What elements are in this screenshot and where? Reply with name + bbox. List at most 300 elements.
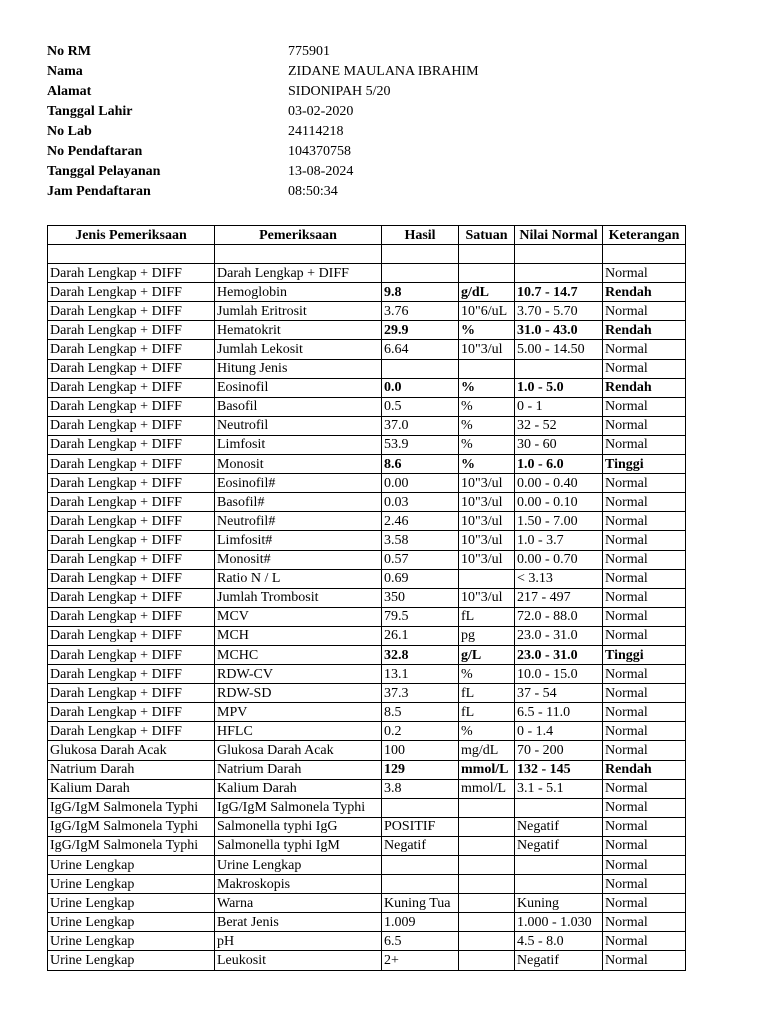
cell-hasil: 0.0 <box>382 378 459 397</box>
cell-hasil: 0.57 <box>382 550 459 569</box>
cell-hasil: 0.2 <box>382 722 459 741</box>
cell-jenis-pemeriksaan: Darah Lengkap + DIFF <box>48 626 215 645</box>
table-row <box>48 302 686 321</box>
cell-jenis-pemeriksaan: Darah Lengkap + DIFF <box>48 645 215 664</box>
cell-satuan: 10"3/ul <box>459 588 515 607</box>
cell-satuan: % <box>459 435 515 454</box>
table-row <box>48 760 686 779</box>
cell-nilai-normal: Kuning <box>515 894 603 913</box>
cell-satuan <box>459 913 515 932</box>
cell-nilai-normal: 31.0 - 43.0 <box>515 321 603 340</box>
cell-hasil: 3.8 <box>382 779 459 798</box>
cell-satuan: % <box>459 397 515 416</box>
cell-jenis-pemeriksaan: Urine Lengkap <box>48 913 215 932</box>
cell-jenis-pemeriksaan: Glukosa Darah Acak <box>48 741 215 760</box>
cell-keterangan: Normal <box>603 913 686 932</box>
cell-keterangan: Normal <box>603 512 686 531</box>
cell-keterangan: Rendah <box>603 321 686 340</box>
cell-pemeriksaan: Neutrofil# <box>215 512 382 531</box>
cell-jenis-pemeriksaan: Darah Lengkap + DIFF <box>48 684 215 703</box>
cell-pemeriksaan: Monosit <box>215 455 382 474</box>
patient-info-label: Jam Pendaftaran <box>47 184 151 199</box>
cell-pemeriksaan: Jumlah Eritrosit <box>215 302 382 321</box>
cell-keterangan: Normal <box>603 588 686 607</box>
cell-pemeriksaan: Neutrofil <box>215 416 382 435</box>
patient-info-value: 08:50:34 <box>288 184 338 199</box>
cell-jenis-pemeriksaan: Darah Lengkap + DIFF <box>48 455 215 474</box>
table-row <box>48 817 686 836</box>
cell-nilai-normal: 10.7 - 14.7 <box>515 283 603 302</box>
cell-nilai-normal <box>515 798 603 817</box>
cell-jenis-pemeriksaan: Darah Lengkap + DIFF <box>48 264 215 283</box>
cell-jenis-pemeriksaan: Darah Lengkap + DIFF <box>48 321 215 340</box>
cell-nilai-normal: 0 - 1 <box>515 397 603 416</box>
cell-pemeriksaan: Berat Jenis <box>215 913 382 932</box>
cell-satuan: 10"3/ul <box>459 493 515 512</box>
cell-jenis-pemeriksaan: Darah Lengkap + DIFF <box>48 474 215 493</box>
cell-satuan: g/L <box>459 645 515 664</box>
cell-keterangan: Normal <box>603 741 686 760</box>
cell-pemeriksaan: Glukosa Darah Acak <box>215 741 382 760</box>
cell-satuan: fL <box>459 684 515 703</box>
cell-hasil: 9.8 <box>382 283 459 302</box>
cell-jenis-pemeriksaan: Urine Lengkap <box>48 856 215 875</box>
cell-nilai-normal: 1.0 - 6.0 <box>515 455 603 474</box>
cell-satuan: mmol/L <box>459 779 515 798</box>
cell-keterangan: Normal <box>603 684 686 703</box>
patient-info-row <box>47 102 547 122</box>
cell-jenis-pemeriksaan: Kalium Darah <box>48 779 215 798</box>
cell-pemeriksaan: MCHC <box>215 645 382 664</box>
header-satuan: Satuan <box>459 226 515 245</box>
header-pemeriksaan: Pemeriksaan <box>215 226 382 245</box>
cell-nilai-normal: 3.1 - 5.1 <box>515 779 603 798</box>
cell-satuan <box>459 569 515 588</box>
table-row <box>48 951 686 970</box>
cell-keterangan: Normal <box>603 531 686 550</box>
cell-nilai-normal: 0 - 1.4 <box>515 722 603 741</box>
cell-hasil: 3.58 <box>382 531 459 550</box>
cell-nilai-normal: 0.00 - 0.40 <box>515 474 603 493</box>
cell-keterangan: Normal <box>603 817 686 836</box>
cell-satuan <box>459 894 515 913</box>
cell-nilai-normal: 70 - 200 <box>515 741 603 760</box>
cell-hasil: 37.3 <box>382 684 459 703</box>
cell-keterangan: Normal <box>603 798 686 817</box>
cell-jenis-pemeriksaan: Darah Lengkap + DIFF <box>48 550 215 569</box>
table-row <box>48 321 686 340</box>
cell-satuan <box>459 836 515 855</box>
cell-keterangan: Normal <box>603 932 686 951</box>
patient-info-row <box>47 182 547 202</box>
cell-satuan: 10"6/uL <box>459 302 515 321</box>
table-row <box>48 340 686 359</box>
cell-hasil: 29.9 <box>382 321 459 340</box>
patient-info-label: Nama <box>47 64 83 79</box>
header-hasil: Hasil <box>382 226 459 245</box>
table-row <box>48 932 686 951</box>
cell-keterangan: Normal <box>603 474 686 493</box>
cell-pemeriksaan: RDW-SD <box>215 684 382 703</box>
patient-info-label: Alamat <box>47 84 92 99</box>
cell-hasil: 13.1 <box>382 665 459 684</box>
cell-nilai-normal: 10.0 - 15.0 <box>515 665 603 684</box>
cell-keterangan: Normal <box>603 264 686 283</box>
cell-nilai-normal: 32 - 52 <box>515 416 603 435</box>
cell-nilai-normal: 23.0 - 31.0 <box>515 626 603 645</box>
cell-keterangan: Normal <box>603 607 686 626</box>
cell-jenis-pemeriksaan: Darah Lengkap + DIFF <box>48 397 215 416</box>
table-row <box>48 779 686 798</box>
cell-satuan: pg <box>459 626 515 645</box>
cell-jenis-pemeriksaan: Darah Lengkap + DIFF <box>48 359 215 378</box>
cell-nilai-normal: 5.00 - 14.50 <box>515 340 603 359</box>
cell-pemeriksaan: Hitung Jenis <box>215 359 382 378</box>
cell-hasil: 1.009 <box>382 913 459 932</box>
cell-satuan: % <box>459 455 515 474</box>
cell-pemeriksaan: Limfosit <box>215 435 382 454</box>
cell-jenis-pemeriksaan: Darah Lengkap + DIFF <box>48 378 215 397</box>
header-keterangan: Keterangan <box>603 226 686 245</box>
cell-nilai-normal: 1.50 - 7.00 <box>515 512 603 531</box>
table-row <box>48 435 686 454</box>
cell-pemeriksaan: Basofil <box>215 397 382 416</box>
cell-keterangan: Normal <box>603 836 686 855</box>
table-row <box>48 359 686 378</box>
cell-nilai-normal: 0.00 - 0.10 <box>515 493 603 512</box>
cell-pemeriksaan: Monosit# <box>215 550 382 569</box>
patient-info-label: Tanggal Lahir <box>47 104 133 119</box>
cell-satuan <box>459 264 515 283</box>
cell-satuan <box>459 951 515 970</box>
lab-results-table <box>47 225 686 971</box>
cell-keterangan: Normal <box>603 340 686 359</box>
cell-satuan: 10"3/ul <box>459 474 515 493</box>
cell-jenis-pemeriksaan: Darah Lengkap + DIFF <box>48 607 215 626</box>
cell-jenis-pemeriksaan: Urine Lengkap <box>48 875 215 894</box>
spacer-cell <box>515 245 603 264</box>
cell-pemeriksaan: Limfosit# <box>215 531 382 550</box>
cell-pemeriksaan: Kalium Darah <box>215 779 382 798</box>
cell-hasil: 26.1 <box>382 626 459 645</box>
patient-info-value: 24114218 <box>288 124 344 139</box>
table-row <box>48 836 686 855</box>
cell-pemeriksaan: Eosinofil <box>215 378 382 397</box>
cell-satuan: mmol/L <box>459 760 515 779</box>
cell-jenis-pemeriksaan: Urine Lengkap <box>48 951 215 970</box>
cell-nilai-normal: 0.00 - 0.70 <box>515 550 603 569</box>
cell-keterangan: Tinggi <box>603 645 686 664</box>
cell-keterangan: Normal <box>603 569 686 588</box>
cell-satuan <box>459 875 515 894</box>
patient-info-value: 03-02-2020 <box>288 104 354 119</box>
cell-hasil: 6.64 <box>382 340 459 359</box>
cell-satuan: % <box>459 378 515 397</box>
cell-pemeriksaan: Warna <box>215 894 382 913</box>
cell-jenis-pemeriksaan: Darah Lengkap + DIFF <box>48 569 215 588</box>
cell-jenis-pemeriksaan: Darah Lengkap + DIFF <box>48 302 215 321</box>
cell-pemeriksaan: IgG/IgM Salmonela Typhi <box>215 798 382 817</box>
patient-info-row <box>47 122 547 142</box>
cell-pemeriksaan: Hematokrit <box>215 321 382 340</box>
patient-info-row <box>47 162 547 182</box>
table-row <box>48 798 686 817</box>
cell-satuan: % <box>459 416 515 435</box>
table-row <box>48 493 686 512</box>
table-row <box>48 722 686 741</box>
cell-jenis-pemeriksaan: Darah Lengkap + DIFF <box>48 493 215 512</box>
cell-jenis-pemeriksaan: IgG/IgM Salmonela Typhi <box>48 817 215 836</box>
cell-hasil: 53.9 <box>382 435 459 454</box>
cell-satuan <box>459 856 515 875</box>
cell-nilai-normal: 4.5 - 8.0 <box>515 932 603 951</box>
patient-info-value: 775901 <box>288 44 330 59</box>
cell-hasil: 3.76 <box>382 302 459 321</box>
patient-info-value: 13-08-2024 <box>288 164 354 179</box>
cell-keterangan: Normal <box>603 951 686 970</box>
cell-hasil: 37.0 <box>382 416 459 435</box>
cell-keterangan: Rendah <box>603 378 686 397</box>
cell-satuan: 10"3/ul <box>459 531 515 550</box>
cell-jenis-pemeriksaan: IgG/IgM Salmonela Typhi <box>48 836 215 855</box>
table-row <box>48 684 686 703</box>
patient-info-row <box>47 82 547 102</box>
cell-keterangan: Normal <box>603 359 686 378</box>
table-row <box>48 474 686 493</box>
cell-nilai-normal <box>515 264 603 283</box>
cell-pemeriksaan: Salmonella typhi IgM <box>215 836 382 855</box>
cell-hasil: 129 <box>382 760 459 779</box>
cell-pemeriksaan: Darah Lengkap + DIFF <box>215 264 382 283</box>
cell-nilai-normal: 1.0 - 3.7 <box>515 531 603 550</box>
table-row <box>48 378 686 397</box>
cell-hasil <box>382 359 459 378</box>
cell-jenis-pemeriksaan: Darah Lengkap + DIFF <box>48 340 215 359</box>
spacer-cell <box>215 245 382 264</box>
table-row <box>48 665 686 684</box>
cell-nilai-normal: 72.0 - 88.0 <box>515 607 603 626</box>
cell-satuan <box>459 817 515 836</box>
table-row <box>48 741 686 760</box>
cell-nilai-normal: 1.000 - 1.030 <box>515 913 603 932</box>
cell-satuan: fL <box>459 607 515 626</box>
cell-hasil <box>382 856 459 875</box>
cell-pemeriksaan: Ratio N / L <box>215 569 382 588</box>
cell-nilai-normal: Negatif <box>515 951 603 970</box>
cell-hasil: 32.8 <box>382 645 459 664</box>
cell-jenis-pemeriksaan: Darah Lengkap + DIFF <box>48 588 215 607</box>
spacer-cell <box>48 245 215 264</box>
cell-pemeriksaan: pH <box>215 932 382 951</box>
cell-pemeriksaan: Hemoglobin <box>215 283 382 302</box>
table-row <box>48 512 686 531</box>
table-row <box>48 416 686 435</box>
cell-keterangan: Normal <box>603 493 686 512</box>
cell-satuan <box>459 798 515 817</box>
patient-info-value: ZIDANE MAULANA IBRAHIM <box>288 64 479 79</box>
table-row <box>48 894 686 913</box>
cell-nilai-normal: 37 - 54 <box>515 684 603 703</box>
cell-jenis-pemeriksaan: Darah Lengkap + DIFF <box>48 531 215 550</box>
table-row <box>48 588 686 607</box>
cell-pemeriksaan: Basofil# <box>215 493 382 512</box>
cell-pemeriksaan: MCH <box>215 626 382 645</box>
cell-nilai-normal: 3.70 - 5.70 <box>515 302 603 321</box>
cell-satuan: fL <box>459 703 515 722</box>
header-jenis-pemeriksaan: Jenis Pemeriksaan <box>48 226 215 245</box>
cell-jenis-pemeriksaan: Darah Lengkap + DIFF <box>48 703 215 722</box>
cell-jenis-pemeriksaan: Darah Lengkap + DIFF <box>48 512 215 531</box>
cell-pemeriksaan: RDW-CV <box>215 665 382 684</box>
cell-keterangan: Tinggi <box>603 455 686 474</box>
cell-satuan: 10"3/ul <box>459 550 515 569</box>
cell-pemeriksaan: Jumlah Lekosit <box>215 340 382 359</box>
cell-hasil: 0.03 <box>382 493 459 512</box>
cell-nilai-normal: Negatif <box>515 817 603 836</box>
table-row <box>48 875 686 894</box>
patient-info <box>47 42 547 202</box>
cell-satuan: g/dL <box>459 283 515 302</box>
cell-keterangan: Normal <box>603 550 686 569</box>
cell-nilai-normal: 30 - 60 <box>515 435 603 454</box>
patient-info-label: No Pendaftaran <box>47 144 143 159</box>
cell-hasil: 79.5 <box>382 607 459 626</box>
cell-hasil <box>382 875 459 894</box>
cell-pemeriksaan: Salmonella typhi IgG <box>215 817 382 836</box>
table-header-row <box>48 226 686 245</box>
table-row <box>48 645 686 664</box>
cell-hasil: 350 <box>382 588 459 607</box>
cell-satuan: 10"3/ul <box>459 512 515 531</box>
cell-keterangan: Normal <box>603 779 686 798</box>
cell-hasil: 0.00 <box>382 474 459 493</box>
patient-info-row <box>47 142 547 162</box>
cell-pemeriksaan: Makroskopis <box>215 875 382 894</box>
cell-jenis-pemeriksaan: IgG/IgM Salmonela Typhi <box>48 798 215 817</box>
cell-pemeriksaan: HFLC <box>215 722 382 741</box>
table-row <box>48 856 686 875</box>
table-row <box>48 703 686 722</box>
cell-satuan: % <box>459 321 515 340</box>
cell-jenis-pemeriksaan: Darah Lengkap + DIFF <box>48 722 215 741</box>
cell-hasil <box>382 264 459 283</box>
cell-keterangan: Normal <box>603 722 686 741</box>
cell-hasil: 0.69 <box>382 569 459 588</box>
patient-info-label: No RM <box>47 44 91 59</box>
cell-nilai-normal <box>515 875 603 894</box>
cell-satuan: % <box>459 722 515 741</box>
cell-nilai-normal: Negatif <box>515 836 603 855</box>
table-row <box>48 397 686 416</box>
cell-pemeriksaan: Urine Lengkap <box>215 856 382 875</box>
cell-jenis-pemeriksaan: Darah Lengkap + DIFF <box>48 435 215 454</box>
cell-satuan <box>459 932 515 951</box>
cell-keterangan: Normal <box>603 665 686 684</box>
table-row <box>48 531 686 550</box>
cell-pemeriksaan: Eosinofil# <box>215 474 382 493</box>
cell-hasil: Kuning Tua <box>382 894 459 913</box>
table-row <box>48 626 686 645</box>
cell-jenis-pemeriksaan: Darah Lengkap + DIFF <box>48 283 215 302</box>
cell-keterangan: Normal <box>603 397 686 416</box>
table-row <box>48 569 686 588</box>
cell-nilai-normal <box>515 359 603 378</box>
cell-keterangan: Normal <box>603 626 686 645</box>
cell-satuan: 10"3/ul <box>459 340 515 359</box>
cell-nilai-normal: 217 - 497 <box>515 588 603 607</box>
results-body <box>48 264 686 970</box>
cell-hasil: 6.5 <box>382 932 459 951</box>
cell-nilai-normal <box>515 856 603 875</box>
cell-hasil: 8.5 <box>382 703 459 722</box>
cell-jenis-pemeriksaan: Urine Lengkap <box>48 932 215 951</box>
cell-hasil: 100 <box>382 741 459 760</box>
spacer-cell <box>382 245 459 264</box>
cell-nilai-normal: 6.5 - 11.0 <box>515 703 603 722</box>
cell-keterangan: Normal <box>603 894 686 913</box>
table-row <box>48 264 686 283</box>
cell-hasil: POSITIF <box>382 817 459 836</box>
patient-info-value: SIDONIPAH 5/20 <box>288 84 391 99</box>
table-row <box>48 607 686 626</box>
cell-keterangan: Rendah <box>603 283 686 302</box>
spacer-cell <box>459 245 515 264</box>
cell-satuan: mg/dL <box>459 741 515 760</box>
cell-jenis-pemeriksaan: Urine Lengkap <box>48 894 215 913</box>
cell-keterangan: Normal <box>603 703 686 722</box>
cell-hasil: 0.5 <box>382 397 459 416</box>
table-row <box>48 455 686 474</box>
cell-hasil: 2+ <box>382 951 459 970</box>
cell-keterangan: Normal <box>603 435 686 454</box>
cell-satuan: % <box>459 665 515 684</box>
cell-pemeriksaan: MCV <box>215 607 382 626</box>
table-row <box>48 550 686 569</box>
cell-nilai-normal: 1.0 - 5.0 <box>515 378 603 397</box>
cell-pemeriksaan: Leukosit <box>215 951 382 970</box>
cell-jenis-pemeriksaan: Darah Lengkap + DIFF <box>48 416 215 435</box>
cell-pemeriksaan: MPV <box>215 703 382 722</box>
spacer-cell <box>603 245 686 264</box>
cell-nilai-normal: < 3.13 <box>515 569 603 588</box>
cell-keterangan: Normal <box>603 302 686 321</box>
cell-nilai-normal: 132 - 145 <box>515 760 603 779</box>
spacer-row <box>48 245 686 264</box>
cell-hasil: Negatif <box>382 836 459 855</box>
cell-pemeriksaan: Natrium Darah <box>215 760 382 779</box>
cell-keterangan: Normal <box>603 416 686 435</box>
table-row <box>48 913 686 932</box>
cell-keterangan: Rendah <box>603 760 686 779</box>
patient-info-label: Tanggal Pelayanan <box>47 164 161 179</box>
cell-nilai-normal: 23.0 - 31.0 <box>515 645 603 664</box>
cell-pemeriksaan: Jumlah Trombosit <box>215 588 382 607</box>
cell-jenis-pemeriksaan: Darah Lengkap + DIFF <box>48 665 215 684</box>
cell-hasil <box>382 798 459 817</box>
header-nilai-normal: Nilai Normal <box>515 226 603 245</box>
cell-hasil: 2.46 <box>382 512 459 531</box>
cell-keterangan: Normal <box>603 875 686 894</box>
patient-info-value: 104370758 <box>288 144 351 159</box>
patient-info-label: No Lab <box>47 124 92 139</box>
cell-satuan <box>459 359 515 378</box>
cell-keterangan: Normal <box>603 856 686 875</box>
cell-jenis-pemeriksaan: Natrium Darah <box>48 760 215 779</box>
table-row <box>48 283 686 302</box>
patient-info-row <box>47 42 547 62</box>
patient-info-row <box>47 62 547 82</box>
cell-hasil: 8.6 <box>382 455 459 474</box>
